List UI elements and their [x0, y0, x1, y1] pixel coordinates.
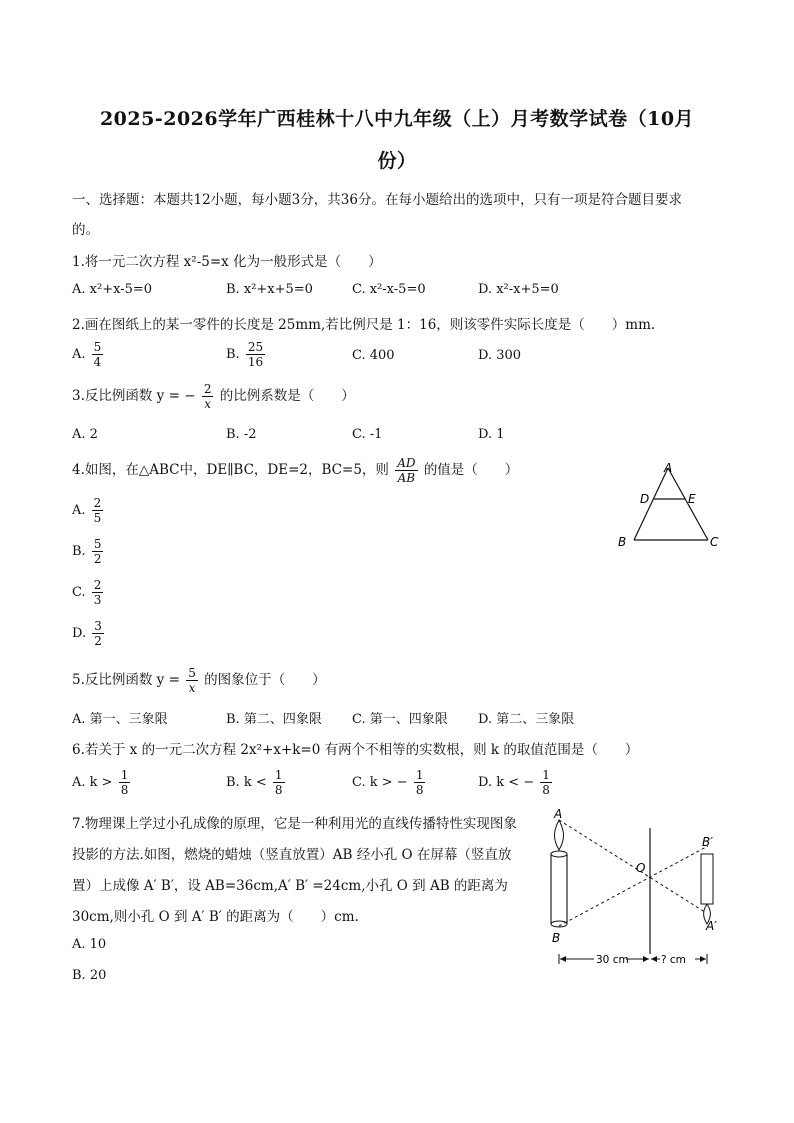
q5-option-d: D. 第二、三象限: [478, 712, 575, 727]
q2-option-b-label: B.: [226, 347, 240, 362]
fraction-numerator: 5: [188, 666, 196, 680]
pinhole-camera-figure: [540, 806, 730, 972]
label-o: O: [636, 861, 646, 875]
triangle-figure: [608, 456, 728, 552]
dim-label-unknown: ? cm: [661, 954, 686, 966]
q6-option-a-label: A. k >: [72, 775, 113, 790]
exam-title-line1: 2025-2026学年广西桂林十八中九年级（上）月考数学试卷（10月: [99, 108, 695, 130]
dim-label-30cm: 30 cm: [596, 954, 629, 966]
q7-option-b: B. 20: [72, 968, 107, 983]
q2-option-a-label: A.: [72, 347, 86, 362]
q3-stem-post: 的比例系数是（ ）: [219, 388, 355, 404]
fraction-numerator: 2: [93, 496, 102, 510]
q4-stem-post: 的值是（ ）: [423, 462, 519, 478]
q6-option-d-fraction: [540, 768, 552, 797]
question-7-line3: 置）上成像 A′ B′，设 AB=36cm,A′ B′ =24cm,小孔 O 到 AB 的距离为: [72, 878, 508, 894]
fraction-numerator: 2: [93, 578, 102, 592]
image-body: [701, 854, 713, 904]
q2-option-b-fraction: [246, 340, 265, 369]
q4-option-b-label: B.: [72, 544, 86, 559]
fraction-numerator: 1: [542, 768, 550, 782]
section-heading: 一、选择题：本题共12小题，每小题3分，共36分。在每小题给出的选项中，只有一项是符合题目要求: [72, 192, 682, 208]
point-label-d: D: [640, 492, 650, 506]
fraction-numerator: 5: [93, 537, 102, 551]
q4-option-d: [72, 619, 106, 648]
q4-option-a-label: A.: [72, 503, 86, 518]
q2-option-d: D. 300: [478, 348, 522, 363]
fraction-numerator: 1: [120, 768, 129, 782]
candle-base: [551, 921, 567, 927]
ray-a: [559, 820, 708, 914]
q1-option-d: D. x²-x+5=0: [478, 282, 559, 297]
q4-option-a-fraction: [92, 496, 104, 525]
question-4-stem: [72, 456, 518, 485]
label-a-prime: A′: [706, 919, 717, 933]
q1-option-c: C. x²-x-5=0: [352, 282, 426, 297]
q5-stem-fraction: [186, 666, 198, 695]
q4-option-c: [72, 578, 105, 607]
q5-stem-pre: 5.反比例函数 y =: [72, 672, 180, 688]
q3-option-d: D. 1: [478, 427, 505, 442]
fraction-denominator: 2: [93, 552, 102, 566]
question-1-stem: 1.将一元二次方程 x²-5=x 化为一般形式是（ ）: [72, 254, 382, 270]
fraction-denominator: 3: [93, 593, 102, 607]
ray-b: [559, 846, 708, 926]
fraction-denominator: 8: [415, 783, 424, 797]
q4-option-d-label: D.: [72, 626, 87, 641]
vertex-label-a: A: [664, 461, 673, 475]
candle-top: [551, 851, 567, 857]
question-5-stem: [72, 666, 326, 695]
q6-option-b: [226, 768, 287, 797]
fraction-denominator: AB: [397, 471, 416, 485]
fraction-denominator: x: [204, 397, 212, 411]
q4-stem-pre: 4.如图，在△ABC中，DE∥BC，DE=2，BC=5，则: [72, 462, 389, 478]
question-7-line4: 30cm,则小孔 O 到 A′ B′ 的距离为（ ）cm.: [72, 909, 359, 925]
fraction-denominator: 5: [93, 511, 102, 525]
fraction-denominator: 16: [247, 355, 264, 369]
arrow-right-icon: [643, 956, 649, 962]
label-b: B: [552, 931, 561, 945]
q6-option-d-label: D. k < −: [478, 775, 535, 790]
q3-stem-fraction: [202, 382, 214, 411]
q5-option-b: B. 第二、四象限: [226, 712, 322, 727]
q1-option-b: B. x²+x+5=0: [226, 282, 313, 297]
q2-option-a-fraction: [92, 340, 104, 369]
question-6-stem: 6.若关于 x 的一元二次方程 2x²+x+k=0 有两个不相等的实数根，则 k 的取值范围是（ ）: [72, 742, 639, 758]
q4-option-d-fraction: [92, 619, 104, 648]
fraction-numerator: 1: [274, 768, 283, 782]
question-7-line1: 7.物理课上学过小孔成像的原理，它是一种利用光的直线传播特性实现图象: [72, 816, 517, 832]
q1-option-a: A. x²+x-5=0: [72, 282, 153, 297]
q3-option-c: C. -1: [352, 427, 383, 442]
fraction-numerator: 1: [415, 768, 424, 782]
q6-option-c-label: C. k > −: [352, 775, 408, 790]
arrow-right-icon: [700, 956, 706, 962]
fraction-denominator: 4: [93, 355, 102, 369]
exam-title-line2: 份）: [377, 150, 417, 172]
q6-option-b-fraction: [273, 768, 285, 797]
fraction-denominator: 8: [274, 783, 283, 797]
fraction-denominator: 2: [94, 634, 102, 648]
q3-option-a: A. 2: [72, 427, 98, 442]
q2-option-b: [226, 340, 267, 369]
q7-option-a: A. 10: [72, 937, 107, 952]
q4-option-c-label: C.: [72, 585, 86, 600]
q5-option-a: A. 第一、三象限: [72, 712, 168, 727]
fraction-numerator: 5: [93, 340, 102, 354]
question-7-line2: 投影的方法.如图，燃烧的蜡烛（竖直放置）AB 经小孔 O 在屏幕（竖直放: [72, 847, 512, 863]
question-3-stem: [72, 382, 355, 411]
label-a: A: [554, 807, 563, 821]
q4-stem-fraction: [395, 456, 417, 485]
q4-option-a: [72, 496, 105, 525]
candle-body: [551, 854, 567, 924]
q4-option-c-fraction: [92, 578, 104, 607]
fraction-numerator: 3: [94, 619, 102, 633]
q5-stem-post: 的图象位于（ ）: [204, 672, 326, 688]
arrow-left-icon: [651, 956, 657, 962]
fraction-numerator: 2: [203, 382, 212, 396]
question-2-stem: 2.画在图纸上的某一零件的长度是 25mm,若比例尺是 1：16，则该零件实际长度是（ ）mm.: [72, 317, 656, 333]
q6-option-a: [72, 768, 132, 797]
fraction-denominator: 8: [120, 783, 129, 797]
q2-option-c: C. 400: [352, 348, 395, 363]
q5-option-c: C. 第一、四象限: [352, 712, 448, 727]
section-heading-cont: 的。: [72, 222, 99, 238]
q3-option-b: B. -2: [226, 427, 257, 442]
q6-option-c-fraction: [414, 768, 426, 797]
q3-stem-pre: 3.反比例函数 y = −: [72, 388, 196, 404]
q4-option-b-fraction: [92, 537, 104, 566]
q6-option-d: [478, 768, 554, 797]
vertex-label-b: B: [618, 535, 627, 549]
vertex-label-c: C: [710, 535, 719, 549]
fraction-numerator: AD: [397, 456, 416, 470]
q4-option-b: [72, 537, 105, 566]
q2-option-a: [72, 340, 105, 369]
fraction-denominator: x: [188, 681, 196, 695]
q6-option-c: [352, 768, 427, 797]
q6-option-b-label: B. k <: [226, 775, 267, 790]
fraction-denominator: 8: [542, 783, 550, 797]
flame-icon: [554, 820, 563, 850]
fraction-numerator: 25: [247, 340, 264, 354]
arrow-left-icon: [560, 956, 566, 962]
label-b-prime: B′: [702, 835, 713, 849]
point-label-e: E: [688, 492, 696, 506]
q6-option-a-fraction: [119, 768, 131, 797]
